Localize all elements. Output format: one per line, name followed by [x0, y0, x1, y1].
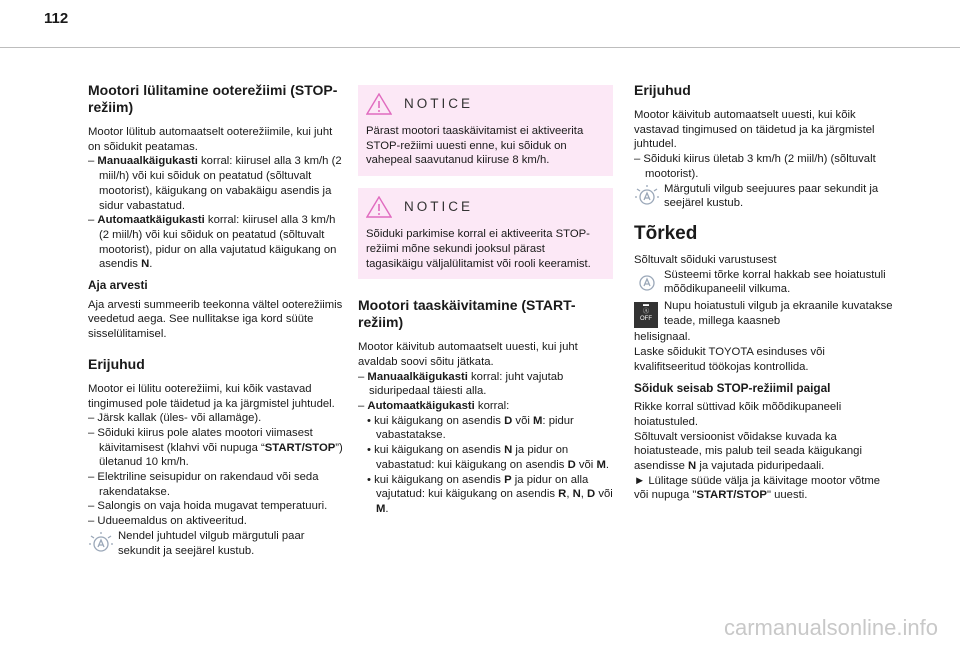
notice-box-2: [358, 188, 613, 279]
special-item: – Elektriline seisupidur on rakendaud või seda rakendatakse.: [88, 471, 319, 498]
special-item-2: – Sõiduki kiirus ületab 3 km/h (2 miil/h) (sõltuvalt mootorist).: [634, 153, 876, 180]
auto-start-fault-icon: [634, 268, 664, 296]
time-counter-text: Aja arvesti summeerib teekonna vältel ooterežiimis veedetud aega. See nullitakse iga kord süüte sisselülitamisel.: [88, 298, 343, 341]
notice-label: NOTICE: [404, 95, 474, 111]
heading-faults: Tõrked: [634, 222, 698, 244]
fault-service: Laske sõidukit TOYOTA esinduses või kvalifitseeritud töökojas kontrollida.: [634, 346, 825, 373]
faults-intro: Sõltuvalt sõiduki varustusest: [634, 253, 777, 266]
special-item: – Udueemaldus on aktiveeritud.: [88, 515, 247, 528]
off-button-note: ▬ Ⓐ OFF Nupu hoiatustuli vilgub ja ekraanile kuvatakse teade, millega kaasneb: [634, 299, 894, 328]
heading-start-mode: Mootori taaskäivitamine (START-režiim): [358, 297, 576, 331]
stuck-text-2: Sõltuvalt versioonist võidakse kuvada ka hoiatusteade, mis palub teil seada käigukangi asendisse N ja vajutada piduripedaali.: [634, 430, 862, 473]
watermark: carmanualsonline.info: [723, 615, 938, 640]
restart-bullet: • kui käigukang on asendis D või M: pidur vabastatakse.: [367, 414, 574, 442]
fault-lamp-note: Süsteemi tõrke korral hakkab see hoiatustuli mõõdikupaneelil vilkuma.: [634, 268, 894, 297]
restart-intro: Mootor käivitub automaatselt uuesti, kui juht avaldab soovi sõitu jätkata.: [358, 341, 578, 368]
notice-text: Pärast mootori taaskäivitamist ei aktiveerita STOP-režiimi uuesti enne, kui sõiduk on vahepeal saavutanud kiiruse 8 km/h.: [366, 125, 584, 167]
column-left: [88, 82, 343, 560]
page-number: 112: [44, 10, 69, 27]
restart-bullet: • kui käigukang on asendis P ja pidur on alla vajutatud: kui käigukang on asendis R, N, D või M.: [367, 473, 613, 515]
heading-time-counter: Aja arvesti: [88, 278, 148, 293]
special-item: – Salongis on vaja hoida mugavat temperatuuri.: [88, 500, 328, 513]
stuck-text-1: Rikke korral süttivad kõik mõõdikupaneeli hoiatustuled.: [634, 401, 842, 428]
stop-auto: – Automaatkäigukasti korral: kiirusel alla 3 km/h (2 miil/h) või kui sõiduk on peatatud (sõltuvalt mootorist), pidur on alla vajutatud käigukang on asendis N.: [88, 214, 337, 271]
heading-stop-mode: Mootori lülitamine ooterežiimi (STOP-režiim): [88, 82, 338, 115]
stop-intro: Mootor lülitub automaatselt ooterežiimile, kui juht on sõidukit peatamas.: [88, 126, 333, 153]
stuck-text-3: ► Lülitage süüde välja ja käivitage mootor võtme või nupuga "START/STOP" uuesti.: [634, 474, 881, 502]
column-right: [634, 82, 894, 503]
heading-stuck-stop: Sõiduk seisab STOP-režiimil paigal: [634, 380, 831, 395]
special-item: – Sõiduki kiirus pole alates mootori viimasest käivitamisest (klahvi või nupuga “START/STOP”) ületanud 10 km/h.: [88, 426, 343, 469]
special-intro: Mootor ei lülitu ooterežiimi, kui kõik vastavad tingimused pole täidetud ja ka järgmistel juhtudel.: [88, 382, 335, 410]
special-item: – Järsk kallak (üles- või allamäge).: [88, 412, 262, 425]
auto-start-lamp-icon: [88, 529, 118, 557]
heading-special-cases: Erijuhud: [88, 355, 145, 372]
auto-start-lamp-icon: [634, 182, 664, 210]
special-intro-2: Mootor käivitub automaatselt uuesti, kui kõik vastavad tingimused on täidetud ja ka järgmistel juhtudel.: [634, 109, 875, 151]
notice-label: NOTICE: [404, 198, 474, 214]
restart-manual: – Manuaalkäigukasti korral: juht vajutab siduripedaal täiesti alla.: [358, 370, 564, 398]
notice-box-1: [358, 85, 613, 176]
warning-lamp-note: Nendel juhtudel vilgub märgutuli paar sekundit ja seejärel kustub.: [88, 529, 343, 558]
heading-special-cases-2: Erijuhud: [634, 82, 691, 98]
restart-bullet: • kui käigukang on asendis N ja pidur on vabastatud: kui käigukang on asendis D või M.: [367, 444, 610, 471]
stop-manual: – Manuaalkäigukasti korral: kiirusel alla 3 km/h (2 miil/h) või kui sõiduk on peatatud (sõltuvalt mootorist), käigukang on vabakäigu asendis ja sidur vabastatud.: [88, 155, 342, 212]
warning-lamp-note-2: Märgutuli vilgub seejuures paar sekundit ja seejärel kustub.: [634, 182, 894, 211]
warning-triangle-icon: [366, 93, 392, 115]
warning-triangle-icon: [366, 196, 392, 218]
start-stop-off-button-icon: ▬ Ⓐ OFF: [634, 299, 664, 328]
header-rule: [0, 47, 960, 48]
fault-after: helisignaal.: [634, 331, 691, 344]
notice-text: Sõiduki parkimise korral ei aktiveerita STOP-režiimi mõne sekundi jooksul pärast tagasikäigu väljalülitamist või rooli keeramist.: [366, 228, 591, 270]
column-middle: [358, 85, 613, 517]
restart-auto: – Automaatkäigukasti korral:: [358, 400, 510, 413]
